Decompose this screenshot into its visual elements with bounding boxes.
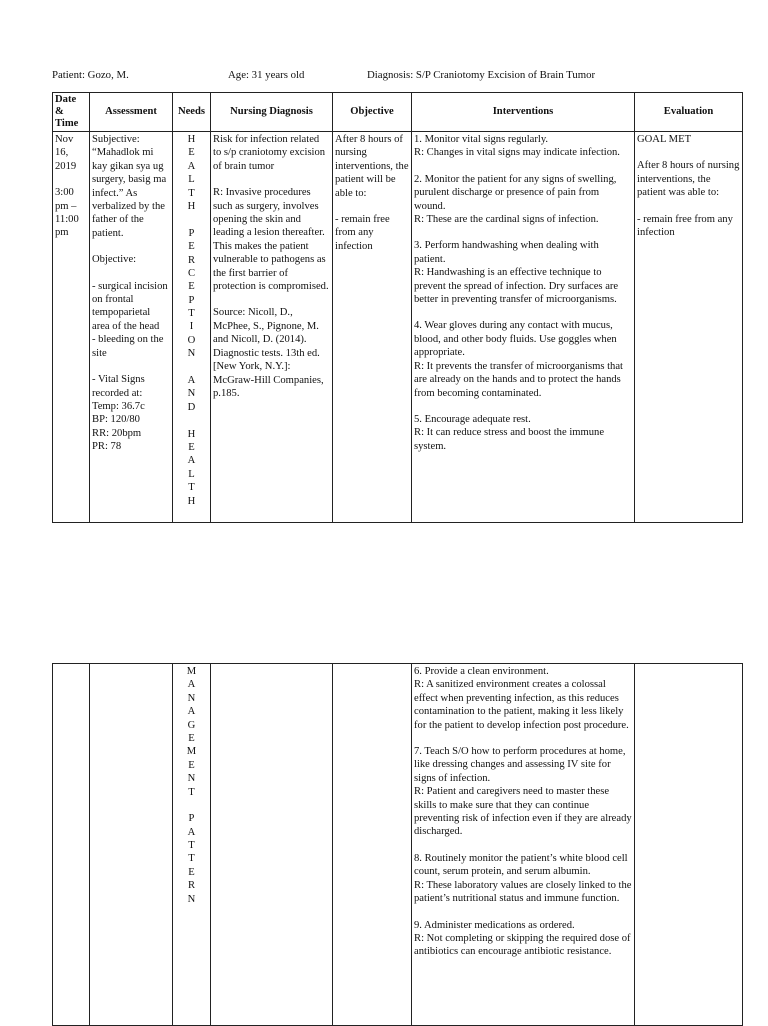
needs-letter: H — [187, 428, 196, 440]
needs-letter: L — [188, 468, 195, 480]
document-header — [52, 69, 742, 83]
needs-letter: A — [187, 375, 196, 387]
intervention-rationale: R: Changes in vital signs may indicate infection. — [414, 147, 620, 159]
subjective-label: Subjective: — [92, 134, 140, 145]
time-text: 3:00 pm – 11:00 pm — [55, 187, 79, 239]
interventions-cell — [412, 132, 635, 523]
objective-cell — [333, 132, 412, 523]
needs-letter: D — [187, 401, 196, 413]
vitals-label: - Vital Signs recorded at: — [92, 374, 145, 399]
needs-letter: N — [187, 893, 196, 905]
intervention-text: 9. Administer medications as ordered. — [414, 919, 575, 931]
needs-letter: E — [188, 147, 195, 159]
intervention-text: 7. Teach S/O how to perform procedures at home, like dressing changes and assessing IV site for signs of infection. — [414, 746, 626, 784]
care-plan-table-continued — [52, 663, 743, 1026]
intervention-rationale: R: It can reduce stress and boost the immune system. — [414, 427, 605, 452]
needs-letter: H — [187, 200, 196, 212]
intervention-text: 5. Encourage adequate rest. — [414, 413, 531, 425]
intervention-rationale: R: These laboratory values are closely linked to the patient’s nutritional status and immune function. — [414, 879, 632, 905]
intervention-item — [414, 133, 632, 160]
intervention-text: 4. Wear gloves during any contact with mucus, blood, and other body fluids. Use goggles when appropriate. — [414, 320, 617, 359]
intervention-rationale: R: Patient and caregivers need to master these skills to make sure that they can continue preventing risk of infection even if they are already discharged. — [414, 786, 632, 838]
patient-name: Patient: Gozo, M. — [52, 69, 129, 81]
col-assessment: Assessment — [90, 93, 173, 132]
patient-diagnosis: Diagnosis: S/P Craniotomy Excision of Brain Tumor — [367, 69, 596, 81]
col-objective: Objective — [333, 93, 412, 132]
objective-label: Objective: — [92, 254, 137, 266]
objective-goal: - remain free from any infection — [335, 214, 390, 252]
needs-gap — [175, 213, 208, 226]
col-date-time: Date & Time — [53, 93, 90, 132]
needs-letter: T — [188, 187, 195, 199]
assessment-cell — [90, 132, 173, 523]
date-time-cell — [53, 132, 90, 523]
intervention-item — [414, 919, 632, 959]
needs-letter: A — [187, 455, 196, 467]
evaluation-intro: After 8 hours of nursing interventions, the patient was able to: — [637, 160, 740, 199]
evaluation-cell — [635, 132, 743, 523]
vital-bp: BP: 120/80 — [92, 414, 140, 426]
needs-letter: E — [188, 866, 195, 878]
needs-letter: T — [188, 482, 195, 494]
needs-letter: T — [188, 308, 195, 320]
intervention-item — [414, 413, 632, 453]
table-header-row — [53, 93, 743, 132]
needs-letter: R — [187, 880, 196, 892]
needs-letter: E — [188, 441, 195, 453]
diagnosis-statement: Risk for infection related to s/p craniotomy excision of brain tumor — [213, 134, 326, 172]
date-time-cell-empty — [53, 664, 90, 1026]
needs-letter: P — [188, 227, 195, 239]
needs-letter: O — [187, 334, 196, 346]
date-text: Nov 16, 2019 — [55, 134, 77, 172]
objective-finding-1: - surgical incision on frontal tempoparietal area of the head — [92, 280, 168, 332]
intervention-item — [414, 173, 632, 227]
needs-gap — [175, 361, 208, 374]
col-evaluation: Evaluation — [635, 93, 743, 132]
needs-letter: C — [187, 267, 196, 279]
patient-age: Age: 31 years old — [228, 69, 305, 81]
needs-letter: M — [186, 666, 197, 677]
needs-letter: L — [188, 174, 195, 186]
needs-letter: N — [187, 773, 196, 785]
intervention-rationale: R: Handwashing is an effective technique to prevent the spread of infection. Dry surfaces are better in preventing transfer of microorganisms. — [414, 267, 619, 306]
needs-letter: A — [187, 826, 196, 838]
needs-letter: E — [188, 241, 195, 253]
needs-letter: H — [187, 495, 196, 507]
intervention-text: 3. Perform handwashing when dealing with patient. — [414, 240, 599, 265]
needs-letter: A — [187, 679, 196, 691]
objective-intro: After 8 hours of nursing interventions, the patient will be able to: — [335, 134, 409, 199]
diagnosis-source: Source: Nicoll, D., McPhee, S., Pignone, M. and Nicoll, D. (2014). Diagnostic tests. 13th ed. [New York, N.Y.]: McGraw-Hill Companies, p.185. — [213, 307, 324, 399]
needs-gap — [175, 799, 208, 812]
table-row — [53, 664, 743, 1026]
needs-letter: I — [189, 321, 194, 333]
needs-letter: G — [187, 719, 196, 731]
col-nursing-diagnosis: Nursing Diagnosis — [211, 93, 333, 132]
nursing-diagnosis-cell-empty — [211, 664, 333, 1026]
needs-letter: E — [188, 732, 195, 744]
intervention-text: 2. Monitor the patient for any signs of swelling, purulent discharge or presence of pain from wound. — [414, 173, 617, 212]
table-row — [53, 132, 743, 523]
needs-letter: N — [187, 348, 196, 360]
intervention-text: 8. Routinely monitor the patient’s white blood cell count, serum protein, and serum albumin. — [414, 852, 628, 878]
intervention-item — [414, 239, 632, 306]
intervention-item — [414, 319, 632, 399]
needs-letter: P — [188, 294, 195, 306]
needs-letter: R — [187, 254, 196, 266]
needs-letter: P — [188, 813, 195, 825]
intervention-item — [414, 665, 632, 732]
evaluation-cell-empty — [635, 664, 743, 1026]
intervention-text: 1. Monitor vital signs regularly. — [414, 134, 549, 145]
evaluation-result: - remain free from any infection — [637, 213, 733, 239]
intervention-rationale: R: A sanitized environment creates a colossal effect when preventing infection, as this reduces contamination to the patient, making it less likely for the patient to develop infection post procedure. — [414, 679, 629, 731]
vital-temp: Temp: 36.7c — [92, 400, 145, 412]
needs-cell — [173, 132, 211, 523]
interventions-cell — [412, 664, 635, 1026]
evaluation-status: GOAL MET — [637, 134, 692, 145]
subjective-text: “Mahadlok mi kay gikan sya ug surgery, basig ma infect.” As verbalized by the father of the patient. — [92, 147, 167, 239]
needs-letter: H — [187, 134, 196, 145]
intervention-text: 6. Provide a clean environment. — [414, 666, 549, 677]
needs-letter: T — [188, 853, 195, 865]
needs-letter: E — [188, 281, 195, 293]
needs-letter: T — [188, 840, 195, 852]
intervention-rationale: R: Not completing or skipping the required dose of antibiotics can encourage antibiotic resistance. — [414, 932, 631, 958]
diagnosis-rationale: R: Invasive procedures such as surgery, involves opening the skin and leading a lesion thereafter. This makes the patient vulnerable to pathogens as the first barrier of protection is compromised. — [213, 187, 329, 293]
needs-cell — [173, 664, 211, 1026]
vital-rr: RR: 20bpm — [92, 427, 142, 439]
nursing-diagnosis-cell — [211, 132, 333, 523]
intervention-rationale: R: It prevents the transfer of microorganisms that are already on the hands and to protect the hands from becoming contaminated. — [414, 360, 623, 399]
needs-letter: E — [188, 759, 195, 771]
needs-letter: A — [187, 706, 196, 718]
needs-letter: M — [186, 746, 197, 758]
objective-finding-2: - bleeding on the site — [92, 334, 164, 359]
care-plan-table — [52, 92, 743, 523]
objective-cell-empty — [333, 664, 412, 1026]
needs-gap — [175, 414, 208, 427]
col-needs: Needs — [173, 93, 211, 132]
intervention-rationale: R: These are the cardinal signs of infection. — [414, 214, 599, 226]
needs-letter: A — [187, 160, 196, 172]
intervention-item — [414, 852, 632, 906]
col-interventions: Interventions — [412, 93, 635, 132]
needs-letter: N — [187, 388, 196, 400]
needs-letter: T — [188, 786, 195, 798]
needs-letter: N — [187, 692, 196, 704]
assessment-cell-empty — [90, 664, 173, 1026]
vital-pr: PR: 78 — [92, 441, 122, 453]
intervention-item — [414, 745, 632, 839]
